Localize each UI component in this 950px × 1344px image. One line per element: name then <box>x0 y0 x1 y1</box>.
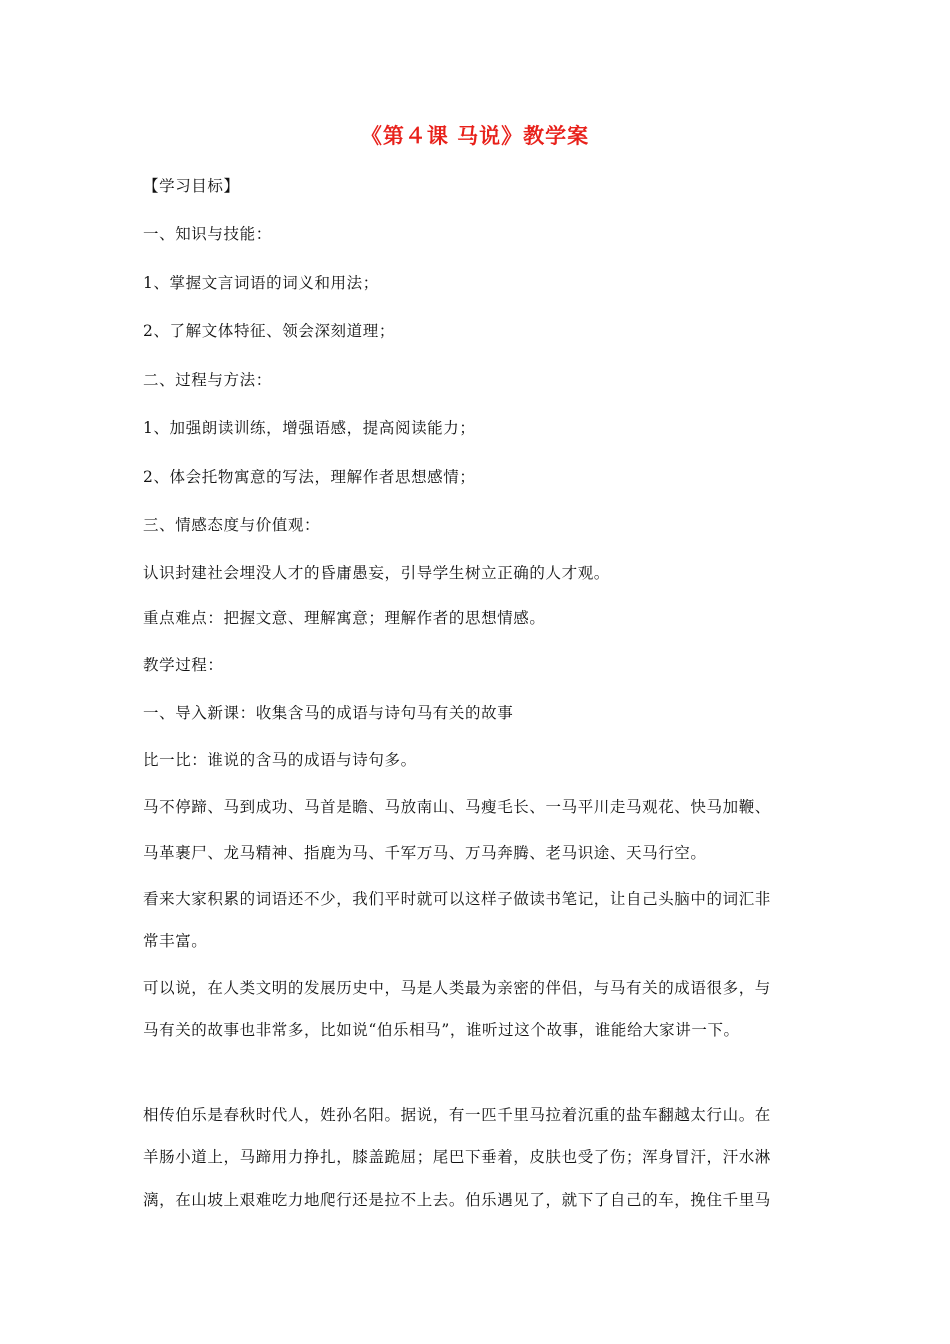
paragraph-line: 2、体会托物寓意的写法，理解作者思想感情； <box>143 468 476 486</box>
paragraph-line: 重点难点：把握文意、理解寓意；理解作者的思想情感。 <box>143 609 546 627</box>
paragraph-line: 一、知识与技能： <box>143 225 272 243</box>
paragraph-line: 一、导入新课：收集含马的成语与诗句马有关的故事 <box>143 704 514 722</box>
paragraph-line: 2、了解文体特征、领会深刻道理； <box>143 322 395 340</box>
paragraph-line: 马不停蹄、马到成功、马首是瞻、马放南山、马瘦毛长、一马平川走马观花、快马加鞭、 <box>143 798 771 816</box>
paragraph-line: 羊肠小道上，马蹄用力挣扎，膝盖跪屈；尾巴下垂着，皮肤也受了伤；浑身冒汗，汗水淋 <box>143 1148 771 1166</box>
paragraph-line: 马有关的故事也非常多，比如说“伯乐相马”，谁听过这个故事，谁能给大家讲一下。 <box>143 1021 740 1039</box>
paragraph-line: 看来大家积累的词语还不少，我们平时就可以这样子做读书笔记，让自己头脑中的词汇非 <box>143 890 771 908</box>
paragraph-line: 1、掌握文言词语的词义和用法； <box>143 274 379 292</box>
paragraph-line: 相传伯乐是春秋时代人，姓孙名阳。据说，有一匹千里马拉着沉重的盐车翻越太行山。在 <box>143 1106 771 1124</box>
paragraph-line: 教学过程： <box>143 656 224 674</box>
paragraph-line: 常丰富。 <box>143 932 208 950</box>
section-heading-objectives: 【学习目标】 <box>143 177 240 195</box>
paragraph-line: 马革裹尸、龙马精神、指鹿为马、千军万马、万马奔腾、老马识途、天马行空。 <box>143 844 707 862</box>
paragraph-line: 可以说，在人类文明的发展历史中，马是人类最为亲密的伴侣，与马有关的成语很多，与 <box>143 979 771 997</box>
paragraph-line: 比一比：谁说的含马的成语与诗句多。 <box>143 751 417 769</box>
paragraph-line: 三、情感态度与价值观： <box>143 516 321 534</box>
paragraph-line: 漓，在山坡上艰难吃力地爬行还是拉不上去。伯乐遇见了，就下了自己的车，挽住千里马 <box>143 1191 771 1209</box>
paragraph-line: 认识封建社会埋没人才的昏庸愚妄，引导学生树立正确的人才观。 <box>143 564 610 582</box>
paragraph-line: 1、加强朗读训练，增强语感，提高阅读能力； <box>143 419 476 437</box>
document-title: 《第４课 马说》教学案 <box>360 123 590 148</box>
paragraph-line: 二、过程与方法： <box>143 371 272 389</box>
